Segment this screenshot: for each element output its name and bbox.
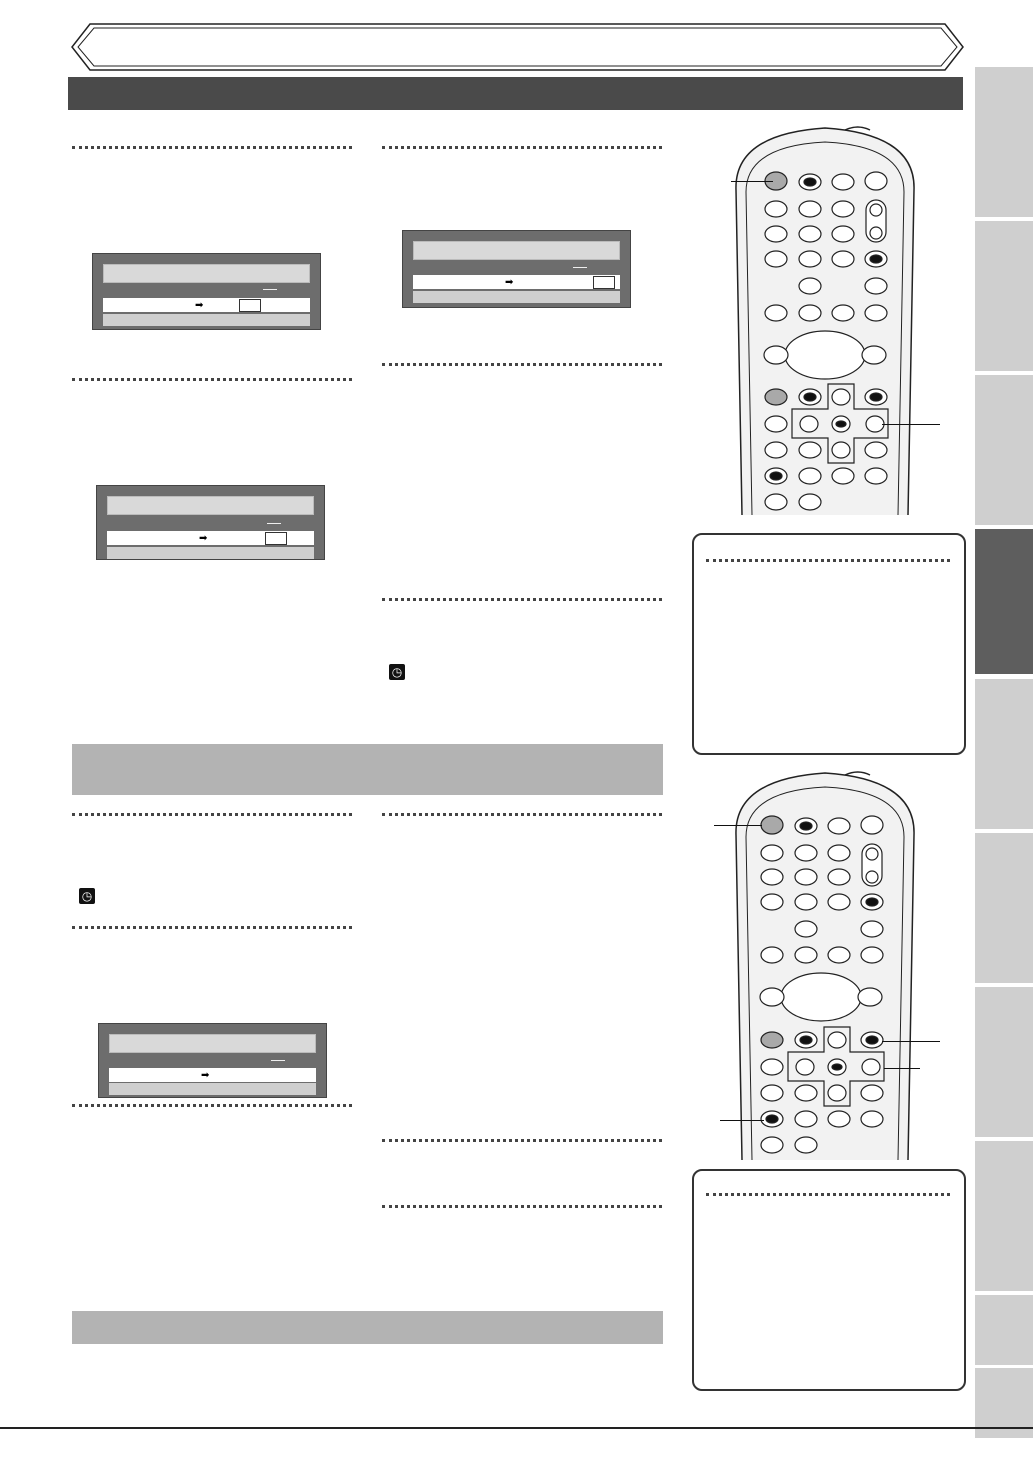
side-tab-2[interactable]	[975, 221, 1033, 375]
side-tab-7[interactable]	[975, 987, 1033, 1141]
section-header-bar	[68, 77, 963, 110]
divider-10	[382, 1139, 662, 1142]
divider-11	[382, 1205, 662, 1208]
arrow-icon: ➡	[505, 277, 514, 288]
section-header-text	[68, 83, 78, 103]
callout-line-6	[720, 1120, 764, 1121]
note-box-1	[692, 533, 966, 755]
side-tab-10[interactable]	[975, 1368, 1033, 1442]
timer-icon: ◷	[79, 888, 95, 904]
side-tab-9[interactable]	[975, 1295, 1033, 1369]
divider-7	[382, 813, 662, 816]
timer-icon: ◷	[389, 664, 405, 680]
side-tab-1[interactable]	[975, 67, 1033, 221]
divider-5	[382, 598, 662, 601]
screen-inset-2	[402, 230, 631, 308]
note-box-2	[692, 1169, 966, 1391]
divider-2	[382, 146, 662, 149]
side-tab-6[interactable]	[975, 833, 1033, 987]
callout-line-4	[882, 1041, 940, 1042]
arrow-icon: ➡	[201, 1070, 210, 1081]
remote-control-1	[730, 120, 920, 515]
side-tab-3[interactable]	[975, 375, 1033, 529]
divider-8	[72, 926, 352, 929]
side-tab-8[interactable]	[975, 1141, 1033, 1295]
callout-line-5	[884, 1068, 920, 1069]
screen-inset-4	[98, 1023, 327, 1098]
subsection-header-1	[72, 744, 663, 795]
bottom-rule	[0, 1427, 1033, 1429]
divider-1	[72, 146, 352, 149]
divider-9	[72, 1104, 352, 1107]
arrow-icon: ➡	[195, 300, 204, 311]
callout-line-1	[731, 181, 773, 182]
divider-3	[72, 378, 352, 381]
divider-4	[382, 363, 662, 366]
arrow-icon: ➡	[199, 533, 208, 544]
title-banner	[70, 22, 965, 72]
callout-line-3	[714, 825, 762, 826]
screen-inset-1	[92, 253, 321, 330]
subsection-header-2	[72, 1311, 663, 1344]
side-tab-5[interactable]	[975, 679, 1033, 833]
callout-line-2	[882, 424, 940, 425]
screen-inset-3	[96, 485, 325, 560]
divider-6	[72, 813, 352, 816]
side-tab-4-active[interactable]	[975, 529, 1033, 678]
